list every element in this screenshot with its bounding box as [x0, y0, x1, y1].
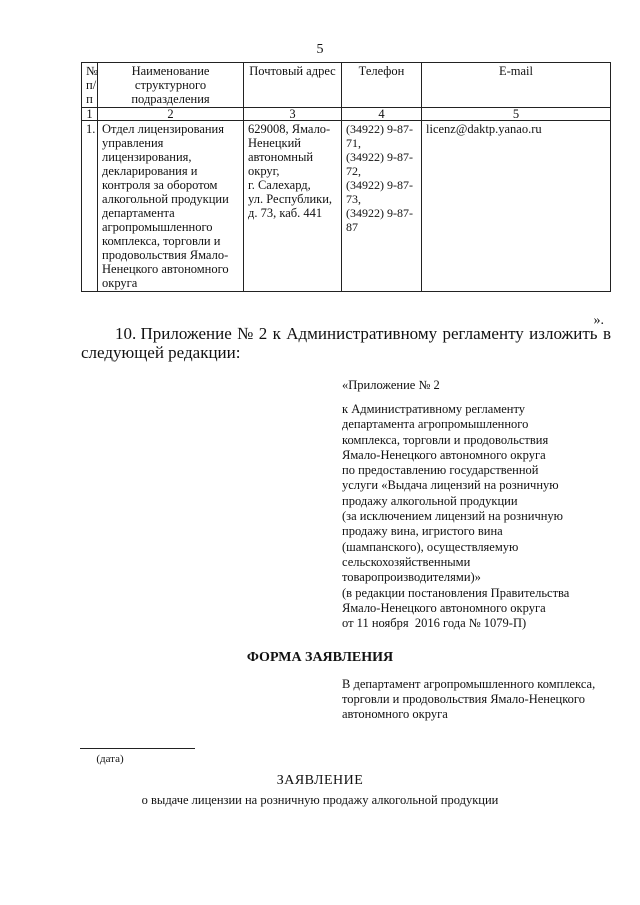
addressee-line: автономного округа — [342, 707, 448, 721]
address-line: ул. Республики, — [248, 192, 333, 206]
statement-title: ЗАЯВЛЕНИЕ — [276, 773, 364, 788]
annex-line: от 11 ноября 2016 года № 1079-П) — [342, 616, 527, 631]
paragraph-10 — [81, 324, 611, 362]
annex-line: к Административному регламенту — [342, 402, 526, 416]
addressee-line: торговли и продовольствия Ямало-Ненецкого — [342, 692, 585, 706]
table-column-number-row — [82, 108, 611, 121]
address-line: Ненецкий — [248, 136, 301, 150]
annex-line: продажу вина, игристого вина — [342, 524, 503, 539]
annex-line: (в редакции постановления Правительства — [342, 585, 570, 600]
header-email: E-mail — [422, 63, 611, 108]
structural-units-table — [81, 62, 611, 292]
annex-line: (шампанского), осуществляемую — [342, 539, 519, 554]
word: к — [272, 324, 281, 343]
addressee-line: В департамент агропромышленного комплекса, — [342, 677, 596, 691]
table-header-row — [82, 63, 611, 108]
date-label: (дата) — [96, 753, 124, 765]
header-unit-name: Наименование структурного подразделения — [98, 63, 244, 108]
annex-line: товаропроизводителями)» — [342, 570, 481, 585]
word: в — [602, 324, 611, 343]
paragraph-10-line-1 — [81, 324, 611, 343]
phone-line: (34922) 9-87-73, — [346, 178, 413, 206]
annex-line: Ямало-Ненецкого автономного округа — [342, 600, 546, 615]
annex-line: департамента агропромышленного — [342, 417, 529, 432]
paragraph-10-line-2: следующей редакции: — [81, 343, 241, 362]
word: Административному — [286, 324, 438, 343]
annex-line: услуги «Выдача лицензий на розничную — [342, 478, 559, 493]
annex-details — [342, 402, 632, 631]
annex-line: продажу алкогольной продукции — [342, 493, 518, 508]
row-phones — [342, 121, 422, 292]
table-row — [82, 121, 611, 292]
column-number: 5 — [422, 108, 611, 121]
header-phone: Телефон — [342, 63, 422, 108]
annex-line: (за исключением лицензий на розничную — [342, 509, 564, 524]
column-number: 2 — [98, 108, 244, 121]
header-num: № п/п — [82, 63, 98, 108]
word: 10. Приложение — [115, 324, 232, 343]
address-line: округ, — [248, 164, 280, 178]
header-postal-address: Почтовый адрес — [244, 63, 342, 108]
annex-line: сельскохозяйственными — [342, 554, 471, 569]
phone-line: (34922) 9-87-87 — [346, 206, 413, 234]
address-line: автономный — [248, 150, 314, 164]
annex-line: по предоставлению государственной — [342, 463, 539, 478]
phone-line: (34922) 9-87-72, — [346, 150, 413, 178]
word: регламенту — [442, 324, 524, 343]
phone-line: (34922) 9-87-71, — [346, 122, 413, 150]
closing-quote: ». — [593, 313, 604, 328]
row-email: licenz@daktp.yanao.ru — [422, 121, 611, 292]
word: 2 — [258, 324, 268, 343]
statement-subtitle: о выдаче лицензии на розничную продажу алкогольной продукции — [141, 793, 499, 807]
word: изложить — [529, 324, 598, 343]
address-line: д. 73, каб. 441 — [248, 206, 323, 220]
annex-line: Ямало-Ненецкого автономного округа — [342, 447, 546, 462]
page-number: 5 — [316, 42, 324, 57]
form-title: ФОРМА ЗАЯВЛЕНИЯ — [246, 650, 394, 665]
address-line: г. Салехард, — [248, 178, 311, 192]
word: № — [237, 324, 254, 343]
row-postal-address — [244, 121, 342, 292]
column-number: 1 — [82, 108, 98, 121]
row-number: 1. — [82, 121, 98, 292]
annex-title: «Приложение № 2 — [342, 378, 440, 392]
column-number: 3 — [244, 108, 342, 121]
row-unit-name: Отдел лицензирования управления лицензирования, декларирования и контроля за оборотом алкогольной продукции департамента агропромышленного комплекса, торговли и продовольствия Ямало-Ненецкого автономного округа — [98, 121, 244, 292]
date-field-line[interactable] — [80, 748, 195, 749]
column-number: 4 — [342, 108, 422, 121]
address-line: 629008, Ямало- — [248, 122, 331, 136]
annex-line: комплекса, торговли и продовольствия — [342, 432, 549, 447]
addressee-block — [342, 677, 632, 722]
